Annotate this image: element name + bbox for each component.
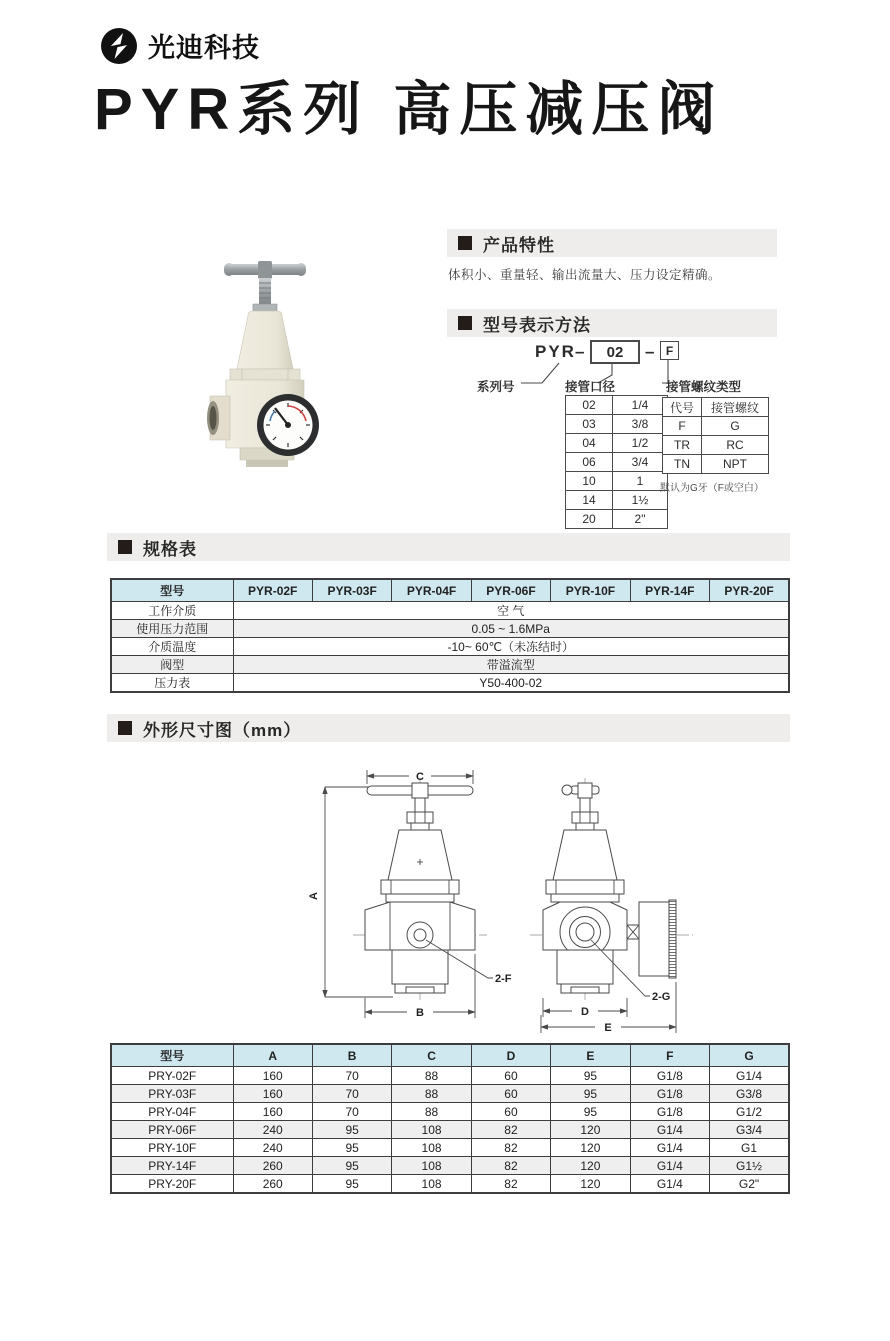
row-label: 阀型 — [111, 656, 233, 674]
table-row — [111, 1157, 789, 1175]
table-cell: 60 — [471, 1067, 550, 1085]
table-cell: RC — [702, 436, 769, 455]
column-header: B — [312, 1044, 391, 1067]
table-cell: 10 — [566, 472, 613, 491]
table-cell: 240 — [233, 1121, 312, 1139]
table-row — [111, 656, 789, 674]
section-dimensions-title: 外形尺寸图（mm） — [143, 720, 302, 740]
table-row — [663, 417, 769, 436]
table-cell: 02 — [566, 396, 613, 415]
table-cell: 88 — [392, 1103, 471, 1121]
port-size-table — [565, 395, 668, 529]
table-cell: 108 — [392, 1121, 471, 1139]
table-cell: G1/8 — [630, 1085, 709, 1103]
table-cell: 3/4 — [613, 453, 668, 472]
table-row — [111, 1085, 789, 1103]
table-cell: TR — [663, 436, 702, 455]
table-cell: G1/4 — [630, 1121, 709, 1139]
column-header: PYR-02F — [233, 579, 312, 602]
model-code-thread-box: F — [660, 341, 679, 360]
table-cell: NPT — [702, 455, 769, 474]
table-cell: 240 — [233, 1139, 312, 1157]
table-cell: G1/8 — [630, 1067, 709, 1085]
column-header: PYR-14F — [630, 579, 709, 602]
table-cell: 1/4 — [613, 396, 668, 415]
table-cell: 120 — [551, 1121, 630, 1139]
table-row — [111, 602, 789, 620]
table-cell: 88 — [392, 1085, 471, 1103]
specifications-table — [110, 578, 790, 693]
column-header: PYR-20F — [710, 579, 789, 602]
dim-label-D: D — [581, 1006, 589, 1018]
table-cell: TN — [663, 455, 702, 474]
column-header: PYR-03F — [312, 579, 391, 602]
thread-type-table — [662, 397, 769, 474]
column-header: PYR-04F — [392, 579, 471, 602]
table-row — [111, 674, 789, 693]
column-header: 型号 — [111, 1044, 233, 1067]
port-label-2F: 2-F — [495, 973, 512, 985]
table-cell: 95 — [551, 1103, 630, 1121]
column-header: PYR-06F — [471, 579, 550, 602]
row-label: 介质温度 — [111, 638, 233, 656]
dimension-drawing — [295, 750, 700, 1040]
features-text: 体积小、重量轻、输出流量大、压力设定精确。 — [448, 268, 722, 282]
column-header: G — [710, 1044, 789, 1067]
table-cell: G1/8 — [630, 1103, 709, 1121]
table-cell: 14 — [566, 491, 613, 510]
column-header: F — [630, 1044, 709, 1067]
section-bullet-square — [458, 236, 472, 250]
table-cell: 04 — [566, 434, 613, 453]
table-cell: 108 — [392, 1175, 471, 1194]
table-cell: 108 — [392, 1157, 471, 1175]
row-label: 压力表 — [111, 674, 233, 693]
front-view — [308, 770, 512, 1019]
table-cell: 60 — [471, 1085, 550, 1103]
table-cell: 260 — [233, 1175, 312, 1194]
row-label: 工作介质 — [111, 602, 233, 620]
lightning-logo-icon — [100, 27, 138, 65]
table-cell: PRY-20F — [111, 1175, 233, 1194]
label-thread: 接管螺纹类型 — [666, 380, 742, 394]
column-header: C — [392, 1044, 471, 1067]
table-cell: PRY-03F — [111, 1085, 233, 1103]
section-model-title: 型号表示方法 — [483, 315, 591, 335]
section-features — [447, 229, 777, 257]
product-photo — [172, 236, 412, 501]
brand-name: 光迪科技 — [148, 33, 260, 63]
model-code-dash: – — [575, 342, 587, 361]
row-value: -10~ 60℃（未冻结时） — [233, 638, 789, 656]
table-row — [566, 510, 668, 529]
table-cell: 3/8 — [613, 415, 668, 434]
table-cell: PRY-06F — [111, 1121, 233, 1139]
table-cell: 95 — [312, 1175, 391, 1194]
table-cell: 1 — [613, 472, 668, 491]
table-cell: 95 — [312, 1157, 391, 1175]
table-cell: 95 — [551, 1067, 630, 1085]
table-cell: 82 — [471, 1157, 550, 1175]
table-cell: 108 — [392, 1139, 471, 1157]
table-row — [111, 1067, 789, 1085]
table-cell: PRY-10F — [111, 1139, 233, 1157]
table-row — [566, 415, 668, 434]
column-header: D — [471, 1044, 550, 1067]
table-row — [663, 436, 769, 455]
table-cell: 70 — [312, 1085, 391, 1103]
table-cell: 95 — [312, 1139, 391, 1157]
model-code-port-box: 02 — [590, 340, 640, 364]
row-value: 0.05 ~ 1.6MPa — [233, 620, 789, 638]
table-cell: G3/8 — [710, 1085, 789, 1103]
dim-label-B: B — [416, 1007, 424, 1019]
table-cell: 260 — [233, 1157, 312, 1175]
column-header: PYR-10F — [551, 579, 630, 602]
table-cell: 70 — [312, 1103, 391, 1121]
table-cell: 03 — [566, 415, 613, 434]
table-cell: 120 — [551, 1175, 630, 1194]
table-cell: G1 — [710, 1139, 789, 1157]
table-cell: PRY-02F — [111, 1067, 233, 1085]
column-header: 代号 — [663, 398, 702, 417]
table-row — [111, 1121, 789, 1139]
table-cell: 120 — [551, 1139, 630, 1157]
table-row — [566, 453, 668, 472]
column-header: E — [551, 1044, 630, 1067]
table-cell: 160 — [233, 1085, 312, 1103]
table-cell: G1½ — [710, 1157, 789, 1175]
column-header: 接管螺纹 — [702, 398, 769, 417]
thread-default-note: 默认为G牙（F或空白） — [660, 483, 764, 494]
table-cell: 20 — [566, 510, 613, 529]
section-model — [447, 309, 777, 337]
table-row — [566, 434, 668, 453]
table-cell: 60 — [471, 1103, 550, 1121]
table-cell: 82 — [471, 1175, 550, 1194]
table-row — [566, 472, 668, 491]
table-cell: F — [663, 417, 702, 436]
table-cell: 95 — [312, 1121, 391, 1139]
table-cell: G1/2 — [710, 1103, 789, 1121]
table-cell: G2" — [710, 1175, 789, 1194]
table-cell: 06 — [566, 453, 613, 472]
table-row — [566, 396, 668, 415]
row-label: 使用压力范围 — [111, 620, 233, 638]
dim-label-C: C — [416, 771, 424, 783]
table-cell: 1/2 — [613, 434, 668, 453]
section-bullet-square — [118, 721, 132, 735]
table-row — [111, 1139, 789, 1157]
table-cell: 160 — [233, 1103, 312, 1121]
section-dimensions — [107, 714, 790, 742]
label-port: 接管口径 — [565, 380, 616, 394]
row-value: 空 气 — [233, 602, 789, 620]
side-view — [530, 778, 693, 1034]
table-cell: G1/4 — [630, 1175, 709, 1194]
row-value: Y50-400-02 — [233, 674, 789, 693]
section-specs-title: 规格表 — [143, 539, 197, 559]
table-cell: 160 — [233, 1067, 312, 1085]
table-cell: G1/4 — [630, 1157, 709, 1175]
table-cell: 82 — [471, 1139, 550, 1157]
table-row — [111, 620, 789, 638]
column-header: A — [233, 1044, 312, 1067]
table-row — [663, 455, 769, 474]
section-bullet-square — [118, 540, 132, 554]
table-row — [111, 1175, 789, 1194]
section-features-title: 产品特性 — [483, 235, 555, 255]
section-bullet-square — [458, 316, 472, 330]
table-cell: PRY-04F — [111, 1103, 233, 1121]
dim-label-E: E — [604, 1022, 612, 1034]
model-code-series: PYR — [535, 342, 576, 361]
table-cell: 88 — [392, 1067, 471, 1085]
port-label-2G: 2-G — [652, 991, 671, 1003]
table-cell: G — [702, 417, 769, 436]
table-cell: 1½ — [613, 491, 668, 510]
table-cell: G3/4 — [710, 1121, 789, 1139]
section-specs — [107, 533, 790, 561]
table-cell: 95 — [551, 1085, 630, 1103]
table-row — [566, 491, 668, 510]
table-cell: 82 — [471, 1121, 550, 1139]
dimensions-table — [110, 1043, 790, 1194]
table-cell: PRY-14F — [111, 1157, 233, 1175]
table-cell: G1/4 — [710, 1067, 789, 1085]
table-row — [111, 1103, 789, 1121]
row-value: 带溢流型 — [233, 656, 789, 674]
brand-logo — [100, 26, 260, 65]
table-cell: 120 — [551, 1157, 630, 1175]
table-row — [111, 638, 789, 656]
table-cell: G1/4 — [630, 1139, 709, 1157]
label-series: 系列号 — [477, 380, 515, 394]
model-code-dash: – — [645, 342, 657, 361]
table-cell: 70 — [312, 1067, 391, 1085]
page-title: PYR系列 高压减压阀 — [94, 77, 724, 142]
model-code-diagram — [447, 338, 807, 538]
column-header: 型号 — [111, 579, 233, 602]
dim-label-A: A — [308, 892, 320, 900]
table-cell: 2" — [613, 510, 668, 529]
